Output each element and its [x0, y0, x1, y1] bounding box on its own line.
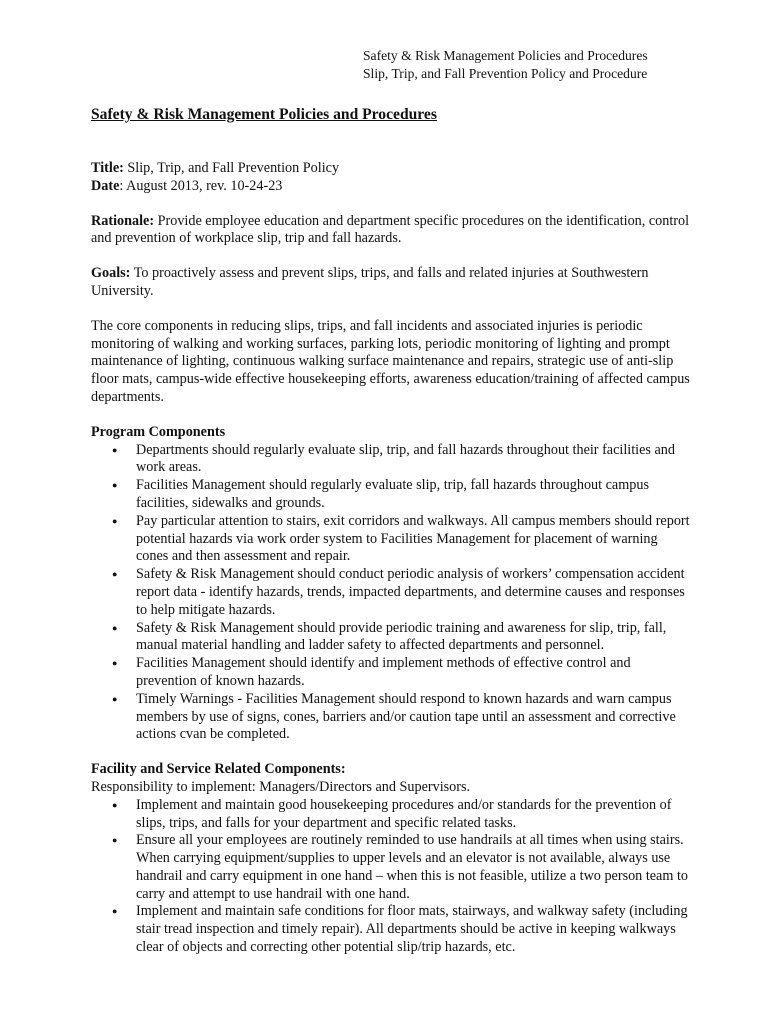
- program-components-list: [91, 442, 691, 745]
- document-title: Safety & Risk Management Policies and Procedures: [91, 106, 437, 123]
- program-list-item: ● Pay particular attention to stairs, exit corridors and walkways. All campus members should report potential hazards via work order system to Facilities Management for placement of warning cones and then assessment and repair.: [136, 513, 691, 566]
- facility-components-heading: Facility and Service Related Components:: [91, 761, 346, 778]
- program-list-item: ● Facilities Management should regularly evaluate slip, trip, fall hazards throughout campus facilities, sidewalks and grounds.: [136, 477, 691, 513]
- facility-list-item: ● Implement and maintain good housekeeping procedures and/or standards for the prevention of slips, trips, and falls for your department and specific related tasks.: [136, 797, 691, 833]
- rationale-label: Rationale:: [91, 212, 155, 229]
- goals-text: To proactively assess and prevent slips, trips, and falls and related injuries at Southwestern University.: [91, 265, 649, 299]
- core-components-paragraph: The core components in reducing slips, trips, and fall incidents and associated injuries is periodic monitoring of walking and working surfaces, parking lots, periodic monitoring of lighting and prompt maintenance of lighting, continuous walking surface maintenance and repairs, strategic use of anti-slip floor mats, campus-wide effective housekeeping efforts, awareness education/training of affected campus departments.: [91, 317, 690, 405]
- date-value: : August 2013, rev. 10-24-23: [119, 177, 283, 194]
- running-header: [363, 47, 703, 83]
- policy-date-line: [91, 178, 691, 196]
- policy-meta: [91, 160, 691, 196]
- rationale-paragraph: [91, 213, 691, 249]
- facility-list-item: ● Implement and maintain safe conditions for floor mats, stairways, and walkway safety (including stair tread inspection and timely repair). All departments should be active in keeping walkways clear of objects and correcting other potential slip/trip hazards, etc.: [136, 903, 691, 956]
- policy-title-line: [91, 160, 691, 178]
- document-body: [91, 105, 691, 957]
- running-header-line-2: Slip, Trip, and Fall Prevention Policy and Procedure: [363, 66, 648, 81]
- facility-components-list: [91, 797, 691, 957]
- program-list-item: ● Safety & Risk Management should conduct periodic analysis of workers’ compensation accident report data - identify hazards, trends, impacted departments, and determine causes and responses to help mitigate hazards.: [136, 566, 691, 619]
- program-list-item: ● Departments should regularly evaluate slip, trip, and fall hazards throughout their facilities and work areas.: [136, 442, 691, 478]
- date-label: Date: [91, 177, 120, 194]
- program-list-item: ● Timely Warnings - Facilities Management should respond to known hazards and warn campus members by use of signs, cones, barriers and/or caution tape until an assessment and corrective actions cvan be completed.: [136, 691, 691, 744]
- goals-paragraph: [91, 265, 691, 301]
- title-label: Title:: [91, 160, 124, 176]
- title-value: Slip, Trip, and Fall Prevention Policy: [123, 160, 340, 176]
- program-components-heading: Program Components: [91, 423, 226, 440]
- running-header-line-1: Safety & Risk Management Policies and Procedures: [363, 48, 648, 63]
- goals-label: Goals:: [91, 265, 131, 282]
- facility-responsibility: Responsibility to implement: Managers/Directors and Supervisors.: [91, 778, 471, 795]
- facility-list-item: ● Ensure all your employees are routinely reminded to use handrails at all times when using stairs. When carrying equipment/supplies to upper levels and an elevator is not available, always use handrail and carry equipment in one hand – when this is not feasible, utilize a two person team to carry and attempt to use handrail with one hand.: [136, 832, 691, 903]
- program-list-item: ● Safety & Risk Management should provide periodic training and awareness for slip, trip, fall, manual material handling and ladder safety to affected departments and personnel.: [136, 620, 691, 656]
- program-list-item: ● Facilities Management should identify and implement methods of effective control and prevention of known hazards.: [136, 655, 691, 691]
- rationale-text: Provide employee education and department specific procedures on the identification, control and prevention of workplace slip, trip and fall hazards.: [91, 212, 690, 247]
